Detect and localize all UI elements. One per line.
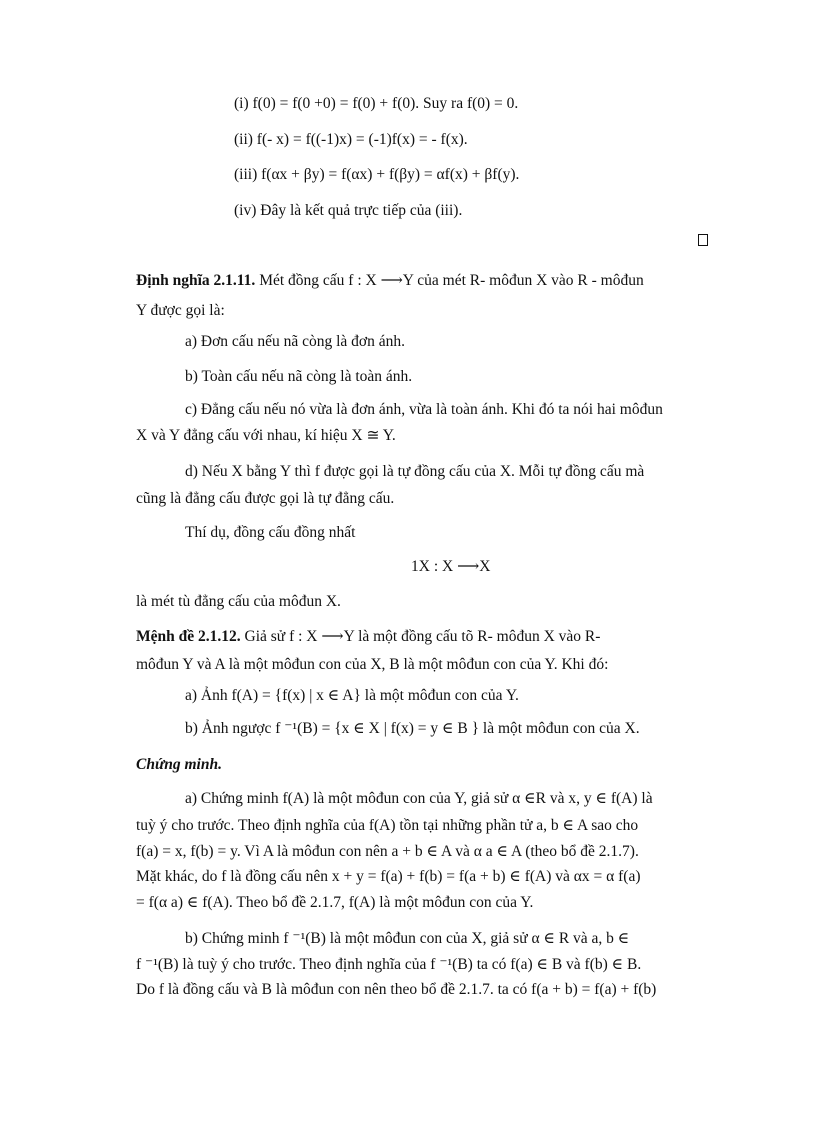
qed-box-icon — [698, 234, 708, 246]
text-line: f ⁻¹(B) là tuỳ ý cho trước. Theo định nghĩa của f ⁻¹(B) ta có f(a) ∈ B và f(b) ∈ B. — [136, 956, 642, 973]
text-line: b) Toàn cấu nếu nã còng là toàn ánh. — [185, 368, 413, 385]
text-line: Do f là đồng cấu và B là môđun con nên theo bổ đề 2.1.7. ta có f(a + b) = f(a) + f(b) — [136, 981, 657, 998]
text-line: Y được gọi là: — [136, 302, 225, 319]
text-line: a) Ảnh f(A) = {f(x) | x ∈ A} là một môđun con của Y. — [185, 687, 519, 704]
text-line: b) Ảnh ngược f ⁻¹(B) = {x ∈ X | f(x) = y ∈ B } là một môđun con của X. — [185, 720, 640, 737]
text-line: a) Đơn cấu nếu nã còng là đơn ánh. — [185, 333, 405, 350]
text-line: f(a) = x, f(b) = y. Vì A là môđun con nên a + b ∈ A và α a ∈ A (theo bổ đề 2.1.7). — [136, 843, 639, 860]
text-line: cũng là đẳng cấu được gọi là tự đẳng cấu. — [136, 490, 395, 507]
proposition-text: Giả sử f : X ⟶Y là một đồng cấu tõ R- môđun X vào R- — [240, 628, 601, 645]
proof-heading: Chứng minh. — [136, 756, 222, 773]
text-line: (iv) Đây là kết quả trực tiếp của (iii). — [234, 202, 463, 219]
text-line: tuỳ ý cho trước. Theo định nghĩa của f(A) tồn tại những phần tử a, b ∈ A sao cho — [136, 817, 639, 834]
proposition-line — [136, 627, 600, 647]
text-line: là mét tù đẳng cấu của môđun X. — [136, 593, 341, 610]
proposition-title: Mệnh đề 2.1.12. — [136, 628, 241, 645]
text-line: a) Chứng minh f(A) là một môđun con của Y, giả sử α ∈R và x, y ∈ f(A) là — [185, 790, 653, 807]
text-line: Mặt khác, do f là đồng cấu nên x + y = f(a) + f(b) = f(a + b) ∈ f(A) và αx = α f(a) — [136, 868, 641, 885]
definition-text: Mét đồng cấu f : X ⟶Y của mét R- môđun X vào R - môđun — [255, 272, 644, 289]
text-line: (i) f(0) = f(0 +0) = f(0) + f(0). Suy ra f(0) = 0. — [234, 95, 519, 112]
text-line: c) Đẳng cấu nếu nó vừa là đơn ánh, vừa là toàn ánh. Khi đó ta nói hai môđun — [185, 401, 663, 418]
definition-title: Định nghĩa 2.1.11. — [136, 272, 256, 289]
text-line: (ii) f(- x) = f((-1)x) = (-1)f(x) = - f(x). — [234, 131, 468, 148]
text-line: môđun Y và A là một môđun con của X, B là một môđun con của Y. Khi đó: — [136, 656, 609, 673]
text-line: (iii) f(αx + βy) = f(αx) + f(βy) = αf(x) + βf(y). — [234, 166, 520, 183]
text-line: = f(α a) ∈ f(A). Theo bổ đề 2.1.7, f(A) là một môđun con của Y. — [136, 894, 534, 911]
text-line: d) Nếu X bằng Y thì f được gọi là tự đồng cấu của X. Mỗi tự đồng cấu mà — [185, 463, 645, 480]
text-line: X và Y đẳng cấu với nhau, kí hiệu X ≅ Y. — [136, 427, 396, 444]
text-line: Thí dụ, đồng cấu đồng nhất — [185, 524, 356, 541]
definition-line — [136, 271, 644, 291]
text-line: b) Chứng minh f ⁻¹(B) là một môđun con của X, giả sử α ∈ R và a, b ∈ — [185, 930, 630, 947]
formula-line: 1X : X ⟶X — [411, 558, 491, 575]
